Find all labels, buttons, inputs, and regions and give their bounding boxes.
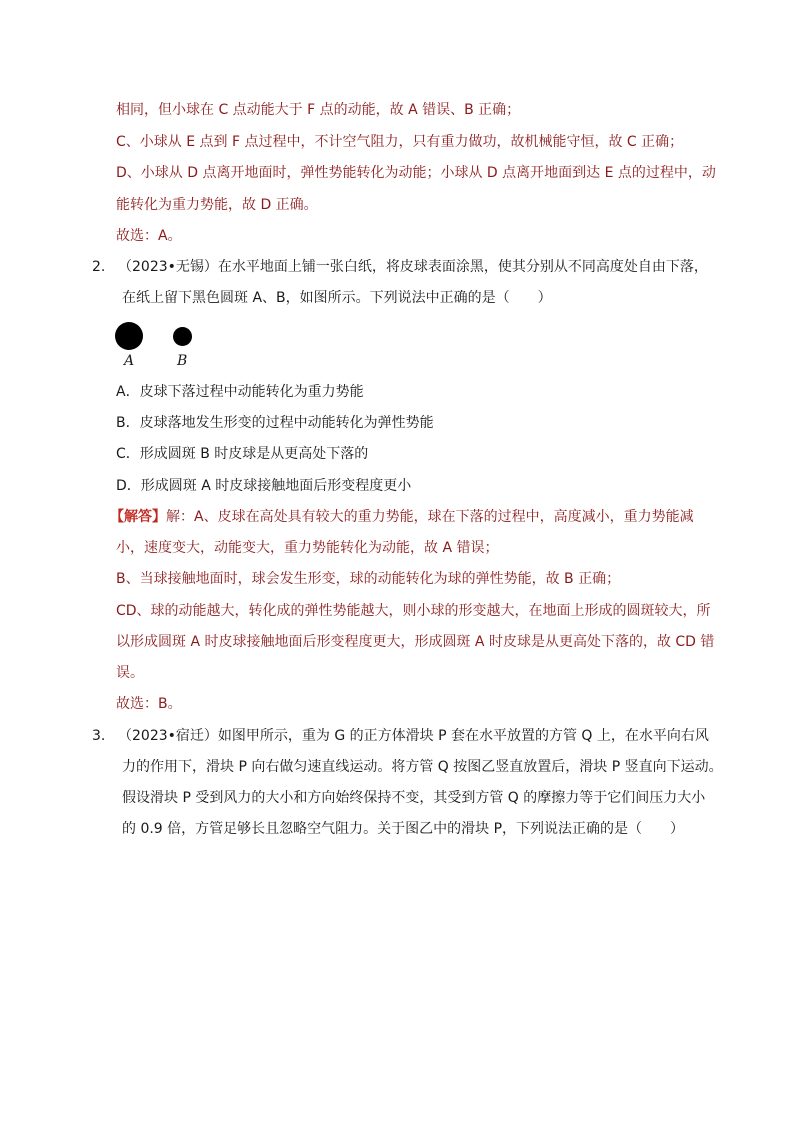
q3-stem-line-1: （2023•宿迁）如图甲所示，重为 G 的正方体滑块 P 套在水平放置的方管 Q 上，在水平向右风 bbox=[118, 728, 709, 744]
q2-stem-line-1: （2023•无锡）在水平地面上铺一张白纸，将皮球表面涂黑，使其分别从不同高度处自由下落， bbox=[118, 259, 708, 275]
q2-solution-line-1 bbox=[110, 508, 694, 526]
q2-solution-line-5: 以形成圆斑 A 时皮球接触地面后形变程度更大，形成圆斑 A 时皮球是从更高处下落的，故 CD 错 bbox=[116, 634, 715, 650]
q2-solution-line-3: B、当球接触地面时，球会发生形变，球的动能转化为球的弹性势能，故 B 正确； bbox=[116, 571, 621, 587]
q3-stem-line-3: 假设滑块 P 受到风力的大小和方向始终保持不变，其受到方管 Q 的摩擦力等于它们间压力大小 bbox=[122, 790, 706, 806]
spot-a bbox=[115, 322, 143, 350]
spot-b-label: B bbox=[177, 353, 188, 369]
q2-solution-text-1: 解：A、皮球在高处具有较大的重力势能，球在下落的过程中，高度减小，重力势能减 bbox=[166, 509, 694, 525]
q3-stem-line-2: 力的作用下，滑块 P 向右做匀速直线运动。将方管 Q 按图乙竖直放置后，滑块 P 竖直向下运动。 bbox=[122, 759, 723, 775]
q2-option-b: B．皮球落地发生形变的过程中动能转化为弹性势能 bbox=[116, 415, 434, 431]
q2-answer: 故选：B。 bbox=[116, 696, 182, 712]
q2-solution-line-4: CD、球的动能越大，转化成的弹性势能越大，则小球的形变越大，在地面上形成的圆斑较大，所 bbox=[116, 603, 711, 619]
q3-number: 3. bbox=[92, 728, 106, 744]
q1-solution-line-3: D、小球从 D 点离开地面时，弹性势能转化为动能；小球从 D 点离开地面到达 E 点的过程中，动 bbox=[116, 165, 716, 181]
solution-tag: 【解答】 bbox=[110, 509, 166, 525]
q2-option-c: C．形成圆斑 B 时皮球是从更高处下落的 bbox=[116, 446, 369, 462]
q1-answer: 故选：A。 bbox=[116, 228, 182, 244]
q2-option-d: D．形成圆斑 A 时皮球接触地面后形变程度更小 bbox=[116, 478, 412, 494]
q1-solution-line-4: 能转化为重力势能，故 D 正确。 bbox=[116, 197, 318, 213]
q1-solution-line-2: C、小球从 E 点到 F 点过程中，不计空气阻力，只有重力做功，故机械能守恒，故 C 正确； bbox=[116, 134, 684, 150]
q3-stem-line-4: 的 0.9 倍，方管足够长且忽略空气阻力。关于图乙中的滑块 P，下列说法正确的是（ ） bbox=[122, 821, 685, 837]
q2-number: 2. bbox=[92, 259, 106, 275]
q2-solution-line-6: 误。 bbox=[116, 665, 144, 681]
spot-b bbox=[173, 327, 192, 346]
q2-solution-line-2: 小，速度变大，动能变大，重力势能转化为动能，故 A 错误； bbox=[116, 540, 499, 556]
q2-stem-line-2: 在纸上留下黑色圆斑 A、B，如图所示。下列说法中正确的是（ ） bbox=[122, 290, 552, 306]
q2-option-a: A．皮球下落过程中动能转化为重力势能 bbox=[116, 384, 364, 400]
spot-a-label: A bbox=[124, 353, 135, 369]
q1-solution-line-1: 相同，但小球在 C 点动能大于 F 点的动能，故 A 错误、B 正确； bbox=[116, 102, 521, 118]
